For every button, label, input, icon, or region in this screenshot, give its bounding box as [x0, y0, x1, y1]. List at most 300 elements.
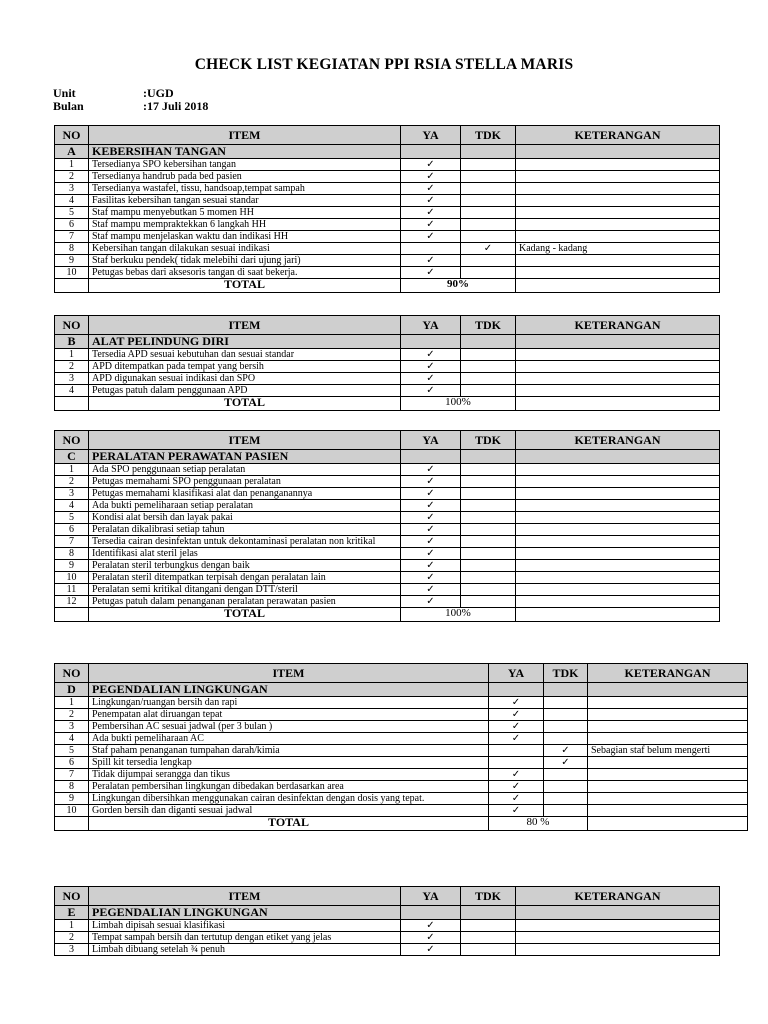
checklist-table-d	[54, 663, 748, 831]
row-item: Ada bukti pemeliharaan AC	[89, 733, 489, 745]
row-number: 8	[55, 243, 89, 255]
section-blank-cell	[516, 145, 720, 159]
checklist-row	[55, 488, 720, 500]
tdk-checkmark-cell	[461, 932, 516, 944]
total-blank-cell	[55, 279, 89, 293]
row-number: 3	[55, 721, 89, 733]
tdk-checkmark-cell	[461, 373, 516, 385]
checklist-row	[55, 464, 720, 476]
checklist-row	[55, 769, 748, 781]
row-item: Kondisi alat bersih dan layak pakai	[89, 512, 401, 524]
header-tdk: TDK	[461, 431, 516, 450]
section-code: E	[55, 906, 89, 920]
ya-checkmark-cell: ✓	[401, 349, 461, 361]
row-number: 4	[55, 500, 89, 512]
ya-checkmark-cell: ✓	[489, 805, 544, 817]
row-number: 3	[55, 944, 89, 956]
row-keterangan	[516, 920, 720, 932]
row-item: Staf mampu mempraktekkan 6 langkah HH	[89, 219, 401, 231]
checklist-row	[55, 697, 748, 709]
row-keterangan	[588, 697, 748, 709]
tdk-checkmark-cell	[461, 572, 516, 584]
total-percentage: 90%	[401, 279, 516, 293]
ya-checkmark-cell: ✓	[401, 488, 461, 500]
row-item: Petugas patuh dalam penggunaan APD	[89, 385, 401, 397]
row-item: Tersedianya handrub pada bed pasien	[89, 171, 401, 183]
checklist-table-e	[54, 886, 720, 956]
section-blank-cell	[401, 335, 461, 349]
row-number: 2	[55, 709, 89, 721]
total-keterangan-cell	[516, 608, 720, 622]
checklist-row	[55, 373, 720, 385]
row-item: Tersedia APD sesuai kebutuhan dan sesuai standar	[89, 349, 401, 361]
checklist-table-a	[54, 125, 720, 293]
section-blank-cell	[461, 450, 516, 464]
checklist-row	[55, 476, 720, 488]
row-item: Staf berkuku pendek( tidak melebihi dari ujung jari)	[89, 255, 401, 267]
checklist-row	[55, 243, 720, 255]
row-keterangan	[516, 373, 720, 385]
header-no: NO	[55, 126, 89, 145]
ya-checkmark-cell: ✓	[401, 255, 461, 267]
header-tdk: TDK	[461, 316, 516, 335]
tdk-checkmark-cell	[461, 219, 516, 231]
tdk-checkmark-cell	[461, 385, 516, 397]
total-keterangan-cell	[588, 817, 748, 831]
row-number: 7	[55, 231, 89, 243]
checklist-row	[55, 536, 720, 548]
section-name: PEGENDALIAN LINGKUNGAN	[89, 683, 489, 697]
row-number: 5	[55, 512, 89, 524]
ya-checkmark-cell: ✓	[401, 932, 461, 944]
checklist-row	[55, 361, 720, 373]
row-number: 11	[55, 584, 89, 596]
section-code: D	[55, 683, 89, 697]
section-blank-cell	[516, 450, 720, 464]
header-no: NO	[55, 431, 89, 450]
row-number: 8	[55, 781, 89, 793]
tdk-checkmark-cell: ✓	[461, 243, 516, 255]
row-item: Tidak dijumpai serangga dan tikus	[89, 769, 489, 781]
header-tdk: TDK	[461, 887, 516, 906]
document-title: CHECK LIST KEGIATAN PPI RSIA STELLA MARIS	[194, 56, 574, 73]
row-keterangan	[516, 207, 720, 219]
checklist-row	[55, 255, 720, 267]
tdk-checkmark-cell	[461, 207, 516, 219]
ya-checkmark-cell: ✓	[489, 697, 544, 709]
header-no: NO	[55, 316, 89, 335]
total-keterangan-cell	[516, 397, 720, 411]
unit-label: Unit	[53, 86, 76, 100]
total-row	[55, 279, 720, 293]
total-label: TOTAL	[89, 397, 401, 411]
section-blank-cell	[588, 683, 748, 697]
ya-checkmark-cell: ✓	[401, 536, 461, 548]
ya-checkmark-cell: ✓	[401, 572, 461, 584]
row-keterangan	[516, 560, 720, 572]
row-number: 3	[55, 488, 89, 500]
tdk-checkmark-cell	[461, 267, 516, 279]
ya-checkmark-cell: ✓	[489, 793, 544, 805]
header-ya: YA	[489, 664, 544, 683]
row-keterangan	[516, 572, 720, 584]
ya-checkmark-cell: ✓	[401, 464, 461, 476]
row-keterangan	[516, 584, 720, 596]
row-number: 2	[55, 171, 89, 183]
header-row	[55, 664, 748, 683]
row-item: Identifikasi alat steril jelas	[89, 548, 401, 560]
header-keterangan: KETERANGAN	[588, 664, 748, 683]
ya-checkmark-cell: ✓	[489, 733, 544, 745]
row-item: Spill kit tersedia lengkap	[89, 757, 489, 769]
ya-checkmark-cell	[401, 243, 461, 255]
row-item: Ada bukti pemeliharaan setiap peralatan	[89, 500, 401, 512]
checklist-table-c	[54, 430, 720, 622]
row-item: Peralatan semi kritikal ditangani dengan DTT/steril	[89, 584, 401, 596]
checklist-row	[55, 584, 720, 596]
row-keterangan	[516, 231, 720, 243]
row-keterangan	[588, 757, 748, 769]
ya-checkmark-cell: ✓	[401, 373, 461, 385]
tdk-checkmark-cell	[461, 255, 516, 267]
row-number: 10	[55, 572, 89, 584]
row-number: 4	[55, 733, 89, 745]
row-keterangan	[516, 476, 720, 488]
header-ya: YA	[401, 887, 461, 906]
checklist-row	[55, 709, 748, 721]
ya-checkmark-cell: ✓	[401, 476, 461, 488]
checklist-row	[55, 219, 720, 231]
tdk-checkmark-cell	[544, 697, 588, 709]
row-item: Tersedia cairan desinfektan untuk dekontaminasi peralatan non kritikal	[89, 536, 401, 548]
tdk-checkmark-cell	[461, 488, 516, 500]
section-row	[55, 335, 720, 349]
row-keterangan: Kadang - kadang	[516, 243, 720, 255]
row-keterangan	[588, 793, 748, 805]
ya-checkmark-cell	[489, 745, 544, 757]
row-keterangan	[516, 932, 720, 944]
row-number: 8	[55, 548, 89, 560]
row-item: Staf mampu menjelaskan waktu dan indikasi HH	[89, 231, 401, 243]
header-item: ITEM	[89, 316, 401, 335]
tdk-checkmark-cell	[461, 536, 516, 548]
checklist-row	[55, 524, 720, 536]
tdk-checkmark-cell	[544, 781, 588, 793]
row-keterangan	[516, 349, 720, 361]
row-keterangan	[516, 255, 720, 267]
row-number: 4	[55, 385, 89, 397]
row-number: 1	[55, 920, 89, 932]
tdk-checkmark-cell	[461, 920, 516, 932]
tdk-checkmark-cell	[461, 524, 516, 536]
row-keterangan	[516, 500, 720, 512]
header-keterangan: KETERANGAN	[516, 316, 720, 335]
checklist-row	[55, 920, 720, 932]
row-keterangan	[516, 385, 720, 397]
section-name: KEBERSIHAN TANGAN	[89, 145, 401, 159]
row-number: 2	[55, 361, 89, 373]
ya-checkmark-cell: ✓	[401, 219, 461, 231]
row-keterangan	[516, 267, 720, 279]
header-item: ITEM	[89, 664, 489, 683]
header-tdk: TDK	[544, 664, 588, 683]
unit-value: :UGD	[143, 86, 174, 100]
row-item: Tersedianya wastafel, tissu, handsoap,tempat sampah	[89, 183, 401, 195]
row-number: 6	[55, 757, 89, 769]
row-item: Lingkungan dibersihkan menggunakan cairan desinfektan dengan dosis yang tepat.	[89, 793, 489, 805]
section-row	[55, 906, 720, 920]
checklist-row	[55, 721, 748, 733]
ya-checkmark-cell: ✓	[401, 207, 461, 219]
row-number: 3	[55, 373, 89, 385]
ya-checkmark-cell: ✓	[401, 596, 461, 608]
header-tdk: TDK	[461, 126, 516, 145]
row-keterangan	[516, 512, 720, 524]
row-keterangan	[588, 781, 748, 793]
row-item: Petugas memahami SPO penggunaan peralatan	[89, 476, 401, 488]
ya-checkmark-cell: ✓	[489, 721, 544, 733]
row-keterangan	[516, 171, 720, 183]
header-keterangan: KETERANGAN	[516, 431, 720, 450]
tdk-checkmark-cell: ✓	[544, 757, 588, 769]
checklist-row	[55, 757, 748, 769]
total-percentage: 100%	[401, 397, 516, 411]
row-number: 6	[55, 524, 89, 536]
bulan-label: Bulan	[53, 99, 84, 113]
row-item: Peralatan steril terbungkus dengan baik	[89, 560, 401, 572]
tdk-checkmark-cell	[461, 548, 516, 560]
row-item: Petugas memahami klasifikasi alat dan penanganannya	[89, 488, 401, 500]
total-blank-cell	[55, 608, 89, 622]
section-code: C	[55, 450, 89, 464]
row-item: Fasilitas kebersihan tangan sesuai standar	[89, 195, 401, 207]
ya-checkmark-cell: ✓	[401, 183, 461, 195]
row-keterangan	[516, 195, 720, 207]
checklist-row	[55, 195, 720, 207]
header-row	[55, 887, 720, 906]
row-keterangan	[516, 464, 720, 476]
header-ya: YA	[401, 431, 461, 450]
row-item: Petugas bebas dari aksesoris tangan di saat bekerja.	[89, 267, 401, 279]
total-label: TOTAL	[89, 279, 401, 293]
total-blank-cell	[55, 817, 89, 831]
row-number: 9	[55, 793, 89, 805]
row-number: 9	[55, 560, 89, 572]
checklist-table-b	[54, 315, 720, 411]
checklist-row	[55, 385, 720, 397]
checklist-row	[55, 548, 720, 560]
row-keterangan: Sebagian staf belum mengerti	[588, 745, 748, 757]
ya-checkmark-cell	[489, 757, 544, 769]
row-keterangan	[516, 944, 720, 956]
header-keterangan: KETERANGAN	[516, 126, 720, 145]
tdk-checkmark-cell	[461, 349, 516, 361]
checklist-row	[55, 207, 720, 219]
tdk-checkmark-cell	[461, 596, 516, 608]
section-blank-cell	[401, 906, 461, 920]
section-blank-cell	[516, 335, 720, 349]
row-keterangan	[588, 721, 748, 733]
bulan-line	[53, 99, 208, 114]
row-number: 5	[55, 207, 89, 219]
row-item: Kebersihan tangan dilakukan sesuai indikasi	[89, 243, 401, 255]
header-row	[55, 316, 720, 335]
ya-checkmark-cell: ✓	[401, 231, 461, 243]
checklist-row	[55, 500, 720, 512]
tdk-checkmark-cell	[461, 500, 516, 512]
checklist-row	[55, 781, 748, 793]
section-blank-cell	[461, 906, 516, 920]
header-no: NO	[55, 887, 89, 906]
ya-checkmark-cell: ✓	[401, 920, 461, 932]
row-keterangan	[588, 709, 748, 721]
bulan-value: :17 Juli 2018	[143, 99, 209, 113]
tdk-checkmark-cell	[461, 195, 516, 207]
ya-checkmark-cell: ✓	[401, 267, 461, 279]
checklist-row	[55, 267, 720, 279]
ya-checkmark-cell: ✓	[401, 159, 461, 171]
row-item: Limbah dibuang setelah ¾ penuh	[89, 944, 401, 956]
ya-checkmark-cell: ✓	[401, 548, 461, 560]
tdk-checkmark-cell	[544, 733, 588, 745]
total-percentage: 100%	[401, 608, 516, 622]
checklist-row	[55, 793, 748, 805]
row-keterangan	[516, 183, 720, 195]
header-ya: YA	[401, 126, 461, 145]
header-row	[55, 431, 720, 450]
total-row	[55, 397, 720, 411]
row-item: Peralatan steril ditempatkan terpisah dengan peralatan lain	[89, 572, 401, 584]
row-item: Tempat sampah bersih dan tertutup dengan etiket yang jelas	[89, 932, 401, 944]
row-item: APD digunakan sesuai indikasi dan SPO	[89, 373, 401, 385]
tdk-checkmark-cell	[544, 793, 588, 805]
ya-checkmark-cell: ✓	[401, 171, 461, 183]
checklist-row	[55, 805, 748, 817]
checklist-row	[55, 560, 720, 572]
row-item: APD ditempatkan pada tempat yang bersih	[89, 361, 401, 373]
header-item: ITEM	[89, 887, 401, 906]
ya-checkmark-cell: ✓	[401, 560, 461, 572]
row-item: Limbah dipisah sesuai klasifikasi	[89, 920, 401, 932]
checklist-row	[55, 159, 720, 171]
checklist-row	[55, 349, 720, 361]
section-blank-cell	[461, 145, 516, 159]
section-name: PERALATAN PERAWATAN PASIEN	[89, 450, 401, 464]
row-keterangan	[516, 596, 720, 608]
row-number: 7	[55, 769, 89, 781]
row-item: Ada SPO penggunaan setiap peralatan	[89, 464, 401, 476]
row-number: 10	[55, 805, 89, 817]
tdk-checkmark-cell: ✓	[544, 745, 588, 757]
total-keterangan-cell	[516, 279, 720, 293]
ya-checkmark-cell: ✓	[489, 769, 544, 781]
section-blank-cell	[461, 335, 516, 349]
tdk-checkmark-cell	[461, 464, 516, 476]
row-item: Gorden bersih dan diganti sesuai jadwal	[89, 805, 489, 817]
tdk-checkmark-cell	[461, 944, 516, 956]
total-percentage: 80 %	[489, 817, 588, 831]
ya-checkmark-cell: ✓	[401, 385, 461, 397]
checklist-row	[55, 572, 720, 584]
total-blank-cell	[55, 397, 89, 411]
row-item: Lingkungan/ruangan bersih dan rapi	[89, 697, 489, 709]
total-label: TOTAL	[89, 817, 489, 831]
tdk-checkmark-cell	[544, 805, 588, 817]
tdk-checkmark-cell	[461, 476, 516, 488]
row-number: 7	[55, 536, 89, 548]
total-row	[55, 608, 720, 622]
tdk-checkmark-cell	[544, 721, 588, 733]
tdk-checkmark-cell	[461, 231, 516, 243]
row-number: 1	[55, 349, 89, 361]
section-row	[55, 450, 720, 464]
ya-checkmark-cell: ✓	[401, 361, 461, 373]
header-no: NO	[55, 664, 89, 683]
row-number: 5	[55, 745, 89, 757]
header-keterangan: KETERANGAN	[516, 887, 720, 906]
row-number: 1	[55, 159, 89, 171]
row-keterangan	[588, 769, 748, 781]
section-name: ALAT PELINDUNG DIRI	[89, 335, 401, 349]
row-item: Staf mampu menyebutkan 5 momen HH	[89, 207, 401, 219]
header-item: ITEM	[89, 431, 401, 450]
tdk-checkmark-cell	[461, 584, 516, 596]
section-blank-cell	[401, 145, 461, 159]
header-item: ITEM	[89, 126, 401, 145]
tdk-checkmark-cell	[461, 512, 516, 524]
checklist-row	[55, 745, 748, 757]
checklist-row	[55, 231, 720, 243]
total-row	[55, 817, 748, 831]
header-ya: YA	[401, 316, 461, 335]
ya-checkmark-cell: ✓	[401, 944, 461, 956]
row-item: Peralatan pembersihan lingkungan dibedakan berdasarkan area	[89, 781, 489, 793]
section-blank-cell	[516, 906, 720, 920]
row-item: Staf paham penanganan tumpahan darah/kimia	[89, 745, 489, 757]
checklist-row	[55, 944, 720, 956]
row-number: 10	[55, 267, 89, 279]
checklist-row	[55, 171, 720, 183]
row-item: Pembersihan AC sesuai jadwal (per 3 bulan )	[89, 721, 489, 733]
tdk-checkmark-cell	[461, 171, 516, 183]
row-item: Peralatan dikalibrasi setiap tahun	[89, 524, 401, 536]
row-item: Petugas patuh dalam penanganan peralatan perawatan pasien	[89, 596, 401, 608]
total-label: TOTAL	[89, 608, 401, 622]
tdk-checkmark-cell	[461, 183, 516, 195]
row-number: 2	[55, 476, 89, 488]
row-number: 12	[55, 596, 89, 608]
row-number: 3	[55, 183, 89, 195]
tdk-checkmark-cell	[461, 159, 516, 171]
checklist-row	[55, 733, 748, 745]
section-code: B	[55, 335, 89, 349]
tdk-checkmark-cell	[544, 769, 588, 781]
ya-checkmark-cell: ✓	[401, 524, 461, 536]
checklist-row	[55, 183, 720, 195]
section-blank-cell	[401, 450, 461, 464]
section-code: A	[55, 145, 89, 159]
tdk-checkmark-cell	[544, 709, 588, 721]
ya-checkmark-cell: ✓	[401, 500, 461, 512]
row-keterangan	[588, 805, 748, 817]
ya-checkmark-cell: ✓	[401, 512, 461, 524]
section-row	[55, 683, 748, 697]
tdk-checkmark-cell	[461, 361, 516, 373]
row-keterangan	[516, 159, 720, 171]
row-number: 1	[55, 697, 89, 709]
checklist-row	[55, 932, 720, 944]
section-name: PEGENDALIAN LINGKUNGAN	[89, 906, 401, 920]
